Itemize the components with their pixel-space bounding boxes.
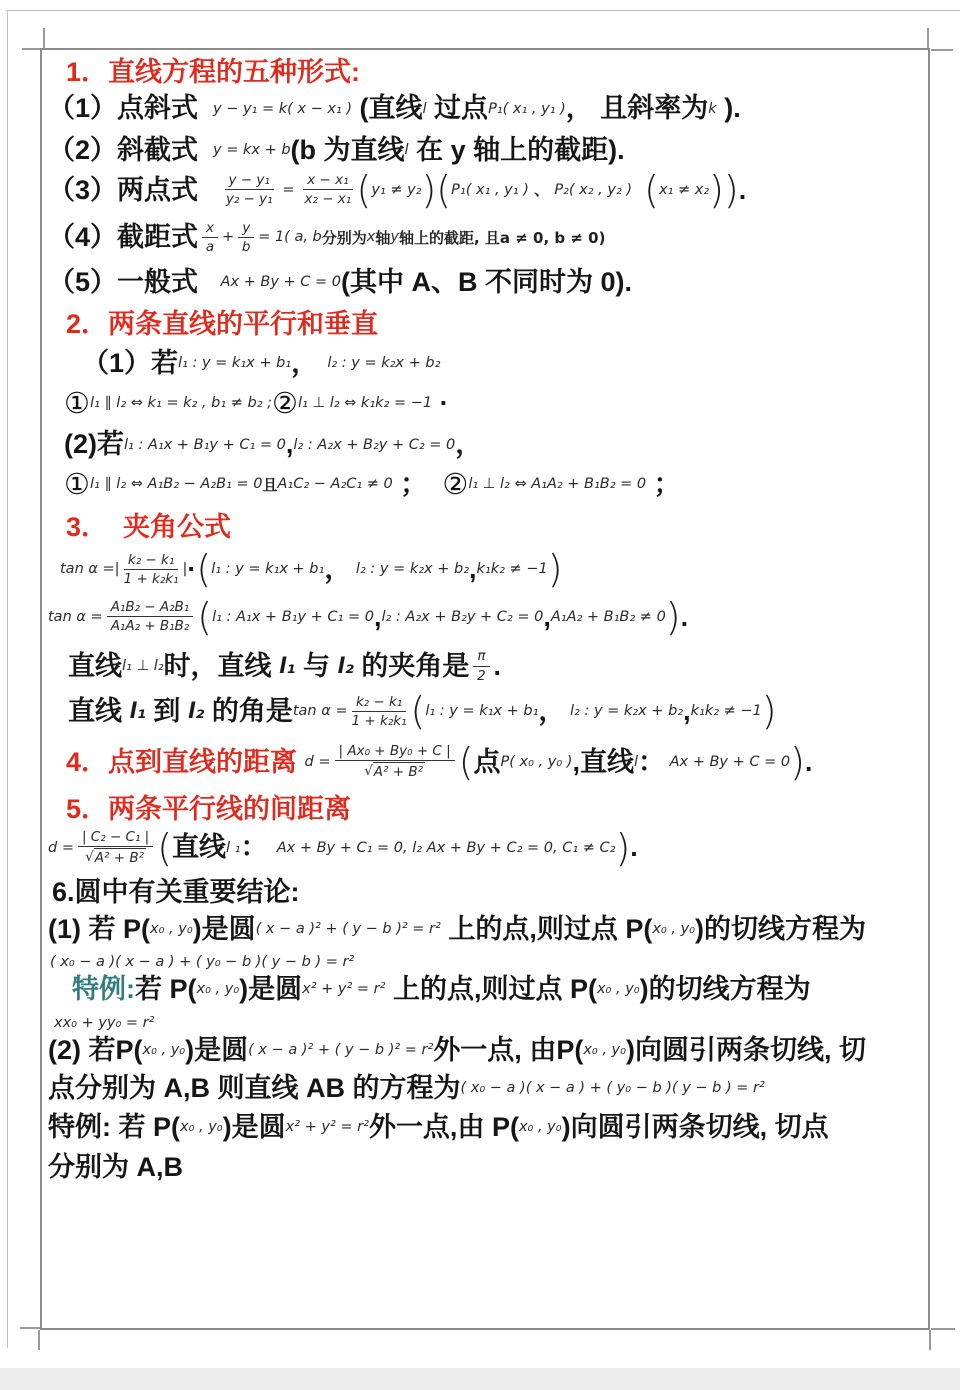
math-text: l₁ ∥ l₂ ⇔ k₁ = k₂ , b₁ ≠ b₂ ; — [90, 395, 273, 412]
cjk-text: ， — [455, 429, 483, 460]
big-paren: ) — [761, 689, 777, 734]
small-text: 轴 — [375, 228, 391, 247]
math-text: ( x₀ − a )( x − a ) + ( y₀ − b )( y − b ) = r² — [50, 954, 355, 971]
fraction-denominator: y₂ − y₁ — [225, 191, 273, 208]
corner-tick-top-right-h — [931, 49, 953, 51]
math-text: l₂ : y = k₂x + b₂ — [565, 703, 684, 720]
math-text: ( x − a )² + ( y − b )² = r² — [248, 1041, 434, 1058]
math-text: x₀ , y₀ — [142, 1041, 186, 1058]
cjk-text: (b 为直线 — [290, 134, 405, 165]
math-text: l₁ ⊥ l₂ — [122, 658, 164, 675]
fraction — [202, 220, 218, 255]
cjk-text: ； — [392, 468, 443, 499]
big-paren: ( — [157, 825, 173, 870]
small-text: 、 — [528, 181, 555, 200]
math-text: tan α =| — [60, 561, 120, 578]
line-general-form — [48, 266, 916, 298]
line-parallel-lines-distance — [48, 827, 916, 868]
section-heading-text: 2．两条直线的平行和垂直 — [66, 309, 379, 340]
fraction-numerator: A₁B₂ − A₂B₁ — [107, 599, 194, 617]
fraction — [225, 172, 274, 207]
corner-tick-top-right-v — [927, 28, 929, 48]
fraction-denominator: A₁A₂ + B₁B₂ — [110, 618, 190, 635]
small-text: 轴上的截距, 且a ≠ 0, b ≠ 0) — [398, 228, 606, 247]
math-text: A₁A₂ + B₁B₂ ≠ 0 — [550, 608, 666, 625]
corner-tick-bottom-right-v — [929, 1330, 931, 1350]
line-intercept-form — [48, 218, 916, 257]
small-text: 分别为 — [321, 228, 367, 247]
cjk-text: ， — [291, 347, 319, 378]
math-text: k₁k₂ ≠ −1 — [690, 703, 762, 720]
sqrt-radical-icon: √ — [364, 763, 373, 780]
math-text: d = — [48, 839, 74, 856]
math-text: d = — [304, 753, 331, 770]
cjk-text: 到 — [145, 696, 188, 727]
cjk-text: ， 且斜率为 — [565, 93, 709, 124]
cjk-text: · — [187, 554, 197, 585]
line-circle-tangent-special-equation — [54, 1014, 916, 1032]
fraction-denominator: 2 — [477, 667, 486, 684]
math-text: x₀ , y₀ — [196, 981, 240, 998]
line-point-to-line-distance — [66, 741, 916, 782]
fraction-numerator: y — [238, 220, 254, 238]
cjk-text: 6.圆中有关重要结论: — [52, 877, 300, 908]
cjk-text: 直线 — [68, 650, 122, 681]
cjk-text: 若 P( — [135, 974, 197, 1005]
circled-number: ② — [272, 385, 299, 420]
fraction-numerator: y − y₁ — [225, 172, 274, 190]
cjk-text: （1）点斜式 — [48, 93, 214, 124]
math-text: x₀ , y₀ — [583, 1041, 626, 1058]
line-parallel-perpendicular-slope-setup — [82, 347, 916, 379]
fraction — [303, 172, 352, 207]
math-text: y − y₁ = k( x − x₁ ) — [213, 100, 353, 117]
cjk-text: )的切线方程为 — [694, 913, 866, 944]
cjk-text: 特例: 若 P( — [48, 1111, 180, 1142]
line-perpendicular-angle-note — [68, 646, 916, 685]
sqrt-radicand: A² + B² — [94, 850, 144, 867]
math-text: y₁ ≠ y₂ — [371, 181, 422, 198]
line-parallel-perpendicular-general-setup — [64, 428, 916, 460]
math-text: l ₁ — [226, 839, 241, 856]
math-text: = 1( a, b — [258, 229, 322, 246]
cjk-text: , — [683, 696, 691, 727]
math-text: k — [708, 100, 717, 117]
math-text: Ax + By + C = 0 — [664, 753, 791, 770]
cjk-text: )向圆引两条切线, 切点 — [561, 1111, 829, 1142]
math-text: x² + y² = r² — [285, 1118, 369, 1135]
line-two-point-form — [48, 167, 916, 212]
fraction-denominator — [364, 761, 425, 780]
cjk-text: （2）斜截式 — [48, 134, 214, 165]
fraction-denominator: x₂ − x₁ — [304, 191, 352, 208]
cjk-text: 直线 — [68, 696, 130, 727]
cjk-text: ， — [538, 696, 566, 727]
big-paren: ) — [665, 594, 681, 639]
math-text: P₁( x₁ , y₁ ) — [488, 100, 566, 117]
math-text: x₀ , y₀ — [596, 981, 640, 998]
cjk-text: ： — [240, 832, 268, 863]
cjk-text: （5）一般式 — [48, 266, 221, 297]
cjk-text: 与 — [295, 650, 338, 681]
cjk-text: （3）两点式 — [48, 174, 221, 205]
math-text: l₁ ∥ l₂ ⇔ A₁B₂ − A₂B₁ = 0 — [90, 476, 263, 492]
cjk-text: 分别为 A,B — [48, 1151, 183, 1182]
math-text: xx₀ + yy₀ = r² — [54, 1014, 155, 1031]
fraction-denominator: a — [205, 238, 215, 255]
cjk-text: , — [285, 429, 294, 460]
cjk-text: . — [738, 174, 747, 205]
fraction-numerator: | Ax₀ + By₀ + C | — [335, 743, 455, 761]
math-large-text: l₁ — [279, 654, 296, 679]
line-circle-tangent-special-case — [72, 973, 916, 1005]
fraction-numerator: x — [202, 220, 218, 238]
math-text: y = kx + b — [213, 141, 291, 158]
cjk-text: , — [469, 554, 477, 585]
math-text: tan α = — [48, 608, 103, 625]
fraction-denominator: 1 + k₂k₁ — [351, 712, 407, 729]
cjk-text: （4）截距式 — [48, 222, 199, 253]
math-text: l — [422, 100, 427, 117]
section-heading-text: 1．直线方程的五种形式: — [66, 57, 361, 87]
cjk-text: )是圆 — [185, 1034, 249, 1065]
cjk-text: 的夹角是 — [353, 650, 470, 681]
cjk-text: ,直线 — [572, 746, 634, 777]
cjk-text: (其中 A、B 不同时为 0). — [341, 266, 633, 297]
fraction — [124, 552, 179, 587]
cjk-text: 外一点,由 P( — [368, 1111, 519, 1142]
math-text: + — [222, 229, 235, 246]
big-paren: ( — [356, 167, 372, 212]
math-text: l₂ : y = k₂x + b₂ — [318, 354, 441, 371]
big-paren: ) — [790, 739, 805, 784]
line-slope-intercept-form — [48, 134, 916, 166]
cjk-text: )是圆 — [239, 974, 303, 1005]
line-circle-chord-of-contact — [48, 1072, 916, 1104]
math-text: P₂( x₂ , y₂ ) — [554, 181, 633, 198]
page-bottom-strip — [0, 1368, 960, 1390]
cjk-text: （1）若 — [82, 347, 179, 378]
small-text: 且 — [262, 475, 278, 494]
circled-number: ② — [442, 466, 469, 501]
fraction-numerator: | C₂ − C₁ | — [78, 829, 153, 847]
cjk-text: (2) 若P( — [48, 1034, 143, 1065]
math-text: x₀ , y₀ — [150, 920, 193, 937]
cjk-text: , — [373, 601, 382, 632]
big-paren: ( — [197, 594, 213, 639]
cjk-text: · — [432, 388, 449, 419]
line-parallel-perpendicular-general-conditions — [64, 468, 916, 500]
cjk-text: ； — [646, 468, 681, 499]
fraction — [107, 599, 194, 634]
math-text: l₁ ⊥ l₂ ⇔ A₁A₂ + B₁B₂ = 0 — [468, 476, 647, 492]
math-text: l₂ : A₂x + B₂y + C₂ = 0 — [293, 436, 456, 453]
line-angle-from-l1-to-l2 — [68, 689, 916, 734]
math-text: tan α = — [292, 703, 348, 720]
math-text: l₁ : y = k₁x + b₁ — [178, 354, 292, 371]
cjk-text: , — [543, 601, 551, 632]
cjk-text: )是圆 — [192, 913, 256, 944]
math-large-text: l₂ — [187, 699, 205, 724]
fraction — [238, 220, 254, 255]
cjk-text: 上的点,则过点 P( — [440, 913, 653, 944]
math-text: l₂ : A₂x + B₂y + C₂ = 0 — [381, 608, 544, 625]
cjk-text: . — [804, 746, 813, 777]
big-paren: ( — [632, 167, 659, 212]
math-text: x₀ , y₀ — [652, 920, 695, 937]
heading-section-1 — [66, 56, 916, 88]
section-heading-text: 3． 夹角公式 — [66, 512, 232, 543]
math-large-text: l₁ — [129, 699, 146, 724]
cjk-text: 直线 — [172, 832, 227, 863]
circled-number: ① — [64, 466, 90, 501]
big-paren: )) — [709, 167, 739, 212]
big-paren: ( — [410, 689, 426, 734]
math-text: Ax + By + C = 0 — [220, 274, 342, 291]
big-paren: ) — [547, 547, 563, 592]
fraction-denominator: 1 + k₂k₁ — [123, 570, 179, 587]
math-text: ( x − a )² + ( y − b )² = r² — [255, 920, 441, 937]
heading-section-2 — [66, 308, 916, 340]
fraction-numerator: x − x₁ — [303, 172, 352, 190]
math-text: k₁k₂ ≠ −1 — [476, 561, 548, 578]
math-text: l — [633, 753, 638, 770]
fraction — [473, 648, 489, 683]
math-text: l₂ : y = k₂x + b₂ — [351, 561, 470, 578]
cjk-text: 过点 — [426, 93, 489, 124]
page-top-rule — [6, 10, 960, 11]
highlight-text: 特例: — [72, 974, 135, 1005]
math-text: x₀ , y₀ — [180, 1118, 223, 1135]
line-parallel-perpendicular-slope-conditions — [64, 387, 916, 419]
math-text: l — [404, 141, 409, 158]
cjk-text: . — [680, 601, 689, 632]
line-circle-external-point — [48, 1034, 916, 1066]
math-large-text: l₂ — [337, 654, 354, 679]
cjk-text: 点分别为 A,B 则直线 AB 的方程为 — [48, 1073, 461, 1104]
math-text: x₀ , y₀ — [518, 1118, 562, 1135]
cjk-text: 点 — [473, 746, 501, 777]
cjk-text: ， — [324, 554, 352, 585]
math-text: l₁ : A₁x + B₁y + C₁ = 0 — [124, 436, 286, 453]
cjk-text: (1) 若 P( — [48, 913, 151, 944]
cjk-text: . — [630, 832, 638, 863]
fraction-denominator: b — [241, 238, 251, 255]
line-circle-external-special-case — [48, 1111, 916, 1143]
cjk-text: )是圆 — [222, 1111, 286, 1142]
corner-tick-bottom-right-h — [931, 1328, 955, 1330]
line-angle-formula-slope — [60, 547, 916, 592]
math-text: ( x₀ − a )( x − a ) + ( y₀ − b )( y − b ) = r² — [460, 1080, 765, 1097]
math-text: y — [390, 229, 399, 246]
corner-tick-bottom-left-v — [38, 1330, 40, 1350]
math-text: l₁ ⊥ l₂ ⇔ k₁k₂ = −1 — [298, 395, 433, 412]
line-point-slope-form — [48, 92, 916, 124]
big-paren: ( — [458, 739, 474, 784]
cjk-text: 在 y 轴上的截距). — [408, 134, 625, 165]
cjk-text: )向圆引两条切线, 切 — [625, 1034, 866, 1065]
fraction-numerator: π — [473, 648, 489, 666]
cjk-text: ： — [637, 746, 665, 777]
cjk-text: . — [493, 650, 502, 681]
math-text: l₁ : A₁x + B₁y + C₁ = 0 — [212, 608, 374, 625]
math-text: x₁ ≠ x₂ — [658, 181, 710, 198]
heading-section-5 — [66, 793, 916, 825]
cjk-text: ). — [716, 93, 741, 124]
math-text: | — [182, 561, 188, 578]
math-text: x — [366, 229, 376, 246]
sqrt-radicand: A² + B² — [373, 764, 424, 781]
line-circle-tangent-point-on-circle — [48, 913, 916, 945]
math-text: x² + y² = r² — [302, 981, 386, 998]
line-circle-tangent-equation — [50, 953, 916, 971]
big-paren: )( — [421, 167, 452, 212]
line-circle-external-special-case-cont — [48, 1151, 916, 1183]
sqrt-radical-icon: √ — [85, 849, 94, 866]
corner-tick-bottom-left-h — [20, 1327, 40, 1329]
fraction — [78, 829, 153, 866]
math-text: P₁( x₁ , y₁ ) — [451, 181, 529, 198]
corner-tick-top-left-v — [43, 28, 45, 48]
circled-number: ① — [64, 385, 90, 420]
cjk-text: )的切线方程为 — [639, 974, 811, 1005]
cjk-text: 外一点, 由P( — [433, 1034, 584, 1065]
content-frame — [40, 48, 930, 1330]
heading-section-3 — [66, 511, 916, 543]
fraction — [335, 743, 455, 780]
heading-section-6 — [52, 876, 916, 908]
fraction-denominator — [85, 847, 146, 866]
math-text: Ax + By + C₁ = 0, l₂ Ax + By + C₂ = 0, C₁ ≠ C₂ — [267, 839, 616, 856]
line-angle-formula-general — [48, 594, 916, 639]
cjk-text: (直线 — [352, 93, 423, 124]
math-text: = — [277, 181, 300, 198]
fraction — [352, 694, 407, 729]
cjk-text: (2)若 — [64, 429, 124, 460]
math-text: l₁ : y = k₁x + b₁ — [425, 703, 539, 720]
fraction-numerator: k₂ − k₁ — [352, 694, 406, 712]
math-text: A₁C₂ − A₂C₁ ≠ 0 — [277, 476, 393, 492]
cjk-text: 的角是 — [204, 696, 293, 727]
math-text: l₁ : y = k₁x + b₁ — [211, 561, 325, 578]
cjk-text: 时，直线 — [163, 650, 280, 681]
section-heading-text: 4．点到直线的距离 — [66, 746, 305, 777]
big-paren: ) — [615, 825, 631, 870]
big-paren: ( — [196, 547, 212, 592]
section-heading-text: 5．两条平行线的间距离 — [66, 793, 352, 824]
math-text: P( x₀ , y₀ ) — [500, 753, 573, 770]
page-left-rule — [7, 10, 8, 1348]
fraction-numerator: k₂ − k₁ — [124, 552, 178, 570]
corner-tick-top-left-h — [22, 48, 40, 50]
document-body — [42, 50, 928, 1183]
cjk-text: 上的点,则过点 P( — [385, 974, 597, 1005]
